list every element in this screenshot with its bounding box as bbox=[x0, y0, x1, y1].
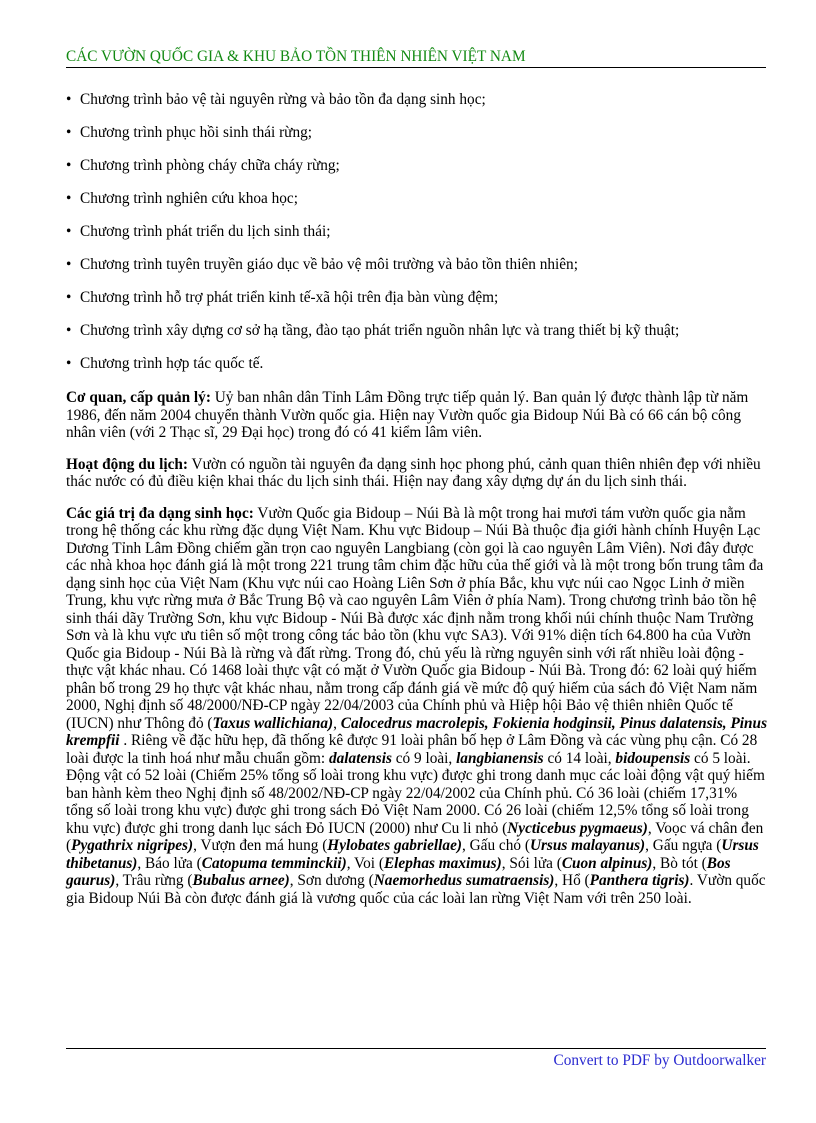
list-item: • Chương trình tuyên truyền giáo dục về bảo vệ môi trường và bảo tồn thiên nhiên; bbox=[66, 256, 578, 273]
list-item: • Chương trình phòng cháy chữa cháy rừng; bbox=[66, 157, 340, 174]
species-name: Bos gaurus) bbox=[66, 854, 731, 889]
page-header: CÁC VƯỜN QUỐC GIA & KHU BẢO TỒN THIÊN NHIÊN VIỆT NAM bbox=[66, 48, 766, 68]
list-item: • Chương trình xây dựng cơ sở hạ tầng, đào tạo phát triển nguồn nhân lực và trang thiết bị kỹ thuật; bbox=[66, 322, 680, 339]
species-name: Catopuma temminckii) bbox=[201, 854, 347, 872]
list-item: • Chương trình hỗ trợ phát triển kinh tế-xã hội trên địa bàn vùng đệm; bbox=[66, 289, 499, 306]
footer-divider bbox=[66, 1048, 766, 1049]
species-name: Calocedrus macrolepis, Fokienia hodginsii, Pinus dalatensis, Pinus krempfii bbox=[66, 714, 768, 749]
species-name: Pygathrix nigripes) bbox=[71, 837, 194, 854]
tourism-paragraph: Hoạt động du lịch: Vườn có nguồn tài nguyên đa dạng sinh học phong phú, cảnh quan thiên nhiên đẹp với nhiều thác nước có đủ điều kiện khai thác du lịch sinh thái. Hiện nay đang xây dựng dự án du lịch sinh thái. bbox=[66, 455, 761, 490]
species-name: Cuon alpinus) bbox=[561, 854, 653, 872]
program-list bbox=[66, 91, 768, 388]
biodiversity-paragraph: Các giá trị đa dạng sinh học: Vườn Quốc gia Bidoup – Núi Bà là một trong hai mươi tám vườn quốc gia nằm trong hệ thống các khu rừng đặc dụng Việt Nam. Khu vực Bidoup – Núi Bà thuộc địa giới hành chính Huyện Lạc Dương Tỉnh Lâm Đồng chiếm gần trọn cao nguyên Langbiang (còn gọi là cao nguyên Lâm Viên). Nơi đây được các nhà khoa học đánh giá là một trong 221 trung tâm chim đặc hữu của thế giới và là một trong bốn trung tâm đa dạng sinh học của Việt Nam (Khu vực núi cao Hoàng Liên Sơn ở phía Bắc, khu vực núi cao Ngọc Linh ở miền Trung, khu vực rừng mưa ở Bắc Trung Bộ và cao nguyên Lâm Viên ở phía Nam). Trong chương trình bảo tồn hệ sinh thái dãy Trường Sơn, khu vực Bidoup - Núi Bà được xác định nằm trong khối núi chính thuộc Nam Trường Sơn và là khu vực ưu tiên số một trong công tác bảo tồn (khu vực SA3). Với 91% diện tích 64.800 ha của Vườn Quốc gia Bidoup - Núi Bà là rừng và đất rừng. Trong đó, chủ yếu là rừng nguyên sinh với rất nhiều loài động - thực vật khác nhau. Có 1468 loài thực vật có mặt ở Vườn Quốc gia Bidoup - Núi Bà. Trong đó: 62 loài quý hiếm phân bố trong 29 họ thực vật khác nhau, nằm trong cấp đánh giá về mức độ quý hiếm của sách đỏ Việt Nam năm 2000, Nghị định số 48/2000/NĐ-CP ngày 22/04/2003 của Chính phủ và Hiệp hội Bảo vệ thiên nhiên Quốc tế (IUCN) như Thông đỏ (Taxus wallichiana), Calocedrus macrolepis, Fokienia hodginsii, Pinus dalatensis, Pinus krempfii . Riêng về đặc hữu hẹp, đã thống kê được 91 loài phân bố hẹp ở Lâm Đồng và các vùng phụ cận. Có 28 loài được la tinh hoá như mẫu chuẩn gồm: dalatensis có 9 loài, langbianensis có 14 loài, bidoupensis có 5 loài. Động vật có 52 loài (Chiếm 25% tổng số loài trong khu vực) được ghi trong danh mục các loài động vật quý hiếm ban hành kèm theo Nghị định số 48/2002/NĐ-CP ngày 22/04/2002 của Chính phủ. Có 36 loài (chiếm 17,31% tổng số loài trong khu vực) được ghi trong sách Đỏ Việt Nam 2000. Có 26 loài (chiếm 12,5% tổng số loài trong khu vực) được ghi trong danh lục sách Đỏ IUCN (2000) như Cu li nhỏ (Nycticebus pygmaeus), Voọc vá chân đen (Pygathrix nigripes), Vượn đen má hung (Hylobates gabriellae), Gấu chó (Ursus malayanus), Gấu ngựa (Ursus thibetanus), Báo lửa (Catopuma temminckii), Voi (Elephas maximus), Sói lửa (Cuon alpinus), Bò tót (Bos gaurus), Trâu rừng (Bubalus arnee), Sơn dương (Naemorhedus sumatraensis), Hổ (Panthera tigris). Vườn quốc gia Bidoup Núi Bà còn được đánh giá là vương quốc của các loài lan rừng Việt Nam với trên 250 loài. bbox=[66, 504, 768, 907]
list-item: • Chương trình hợp tác quốc tế. bbox=[66, 355, 264, 372]
species-name: Elephas maximus) bbox=[383, 854, 502, 872]
species-name: dalatensis bbox=[329, 749, 392, 767]
biodiversity-label: Các giá trị đa dạng sinh học: bbox=[66, 504, 254, 522]
document-body bbox=[66, 91, 768, 921]
list-item: • Chương trình nghiên cứu khoa học; bbox=[66, 190, 298, 207]
species-name: Hylobates gabriellae) bbox=[327, 837, 462, 854]
species-name: bidoupensis bbox=[615, 749, 691, 767]
tourism-label: Hoạt động du lịch: bbox=[66, 455, 188, 473]
footer-credit: Convert to PDF by Outdoorwalker bbox=[553, 1052, 766, 1069]
species-name: langbianensis bbox=[456, 749, 544, 767]
species-name: Taxus wallichiana) bbox=[212, 714, 334, 732]
management-label: Cơ quan, cấp quản lý: bbox=[66, 389, 211, 406]
management-paragraph: Cơ quan, cấp quản lý: Uỷ ban nhân dân Tỉnh Lâm Đồng trực tiếp quản lý. Ban quản lý được thành lập từ năm 1986, đến năm 2004 chuyển thành Vườn quốc gia. Hiện nay Vườn quốc gia Bidoup Núi Bà có 66 cán bộ công nhân viên (với 2 Thạc sĩ, 29 Đại học) trong đó có 41 kiểm lâm viên. bbox=[66, 389, 749, 441]
list-item: • Chương trình phục hồi sinh thái rừng; bbox=[66, 124, 313, 141]
species-name: Naemorhedus sumatraensis) bbox=[373, 872, 555, 889]
species-name: Bubalus arnee) bbox=[192, 872, 290, 889]
list-item: • Chương trình bảo vệ tài nguyên rừng và bảo tồn đa dạng sinh học; bbox=[66, 91, 486, 108]
species-name: Panthera tigris) bbox=[589, 872, 690, 889]
species-name: Ursus malayanus) bbox=[529, 837, 646, 854]
species-name: Nycticebus pygmaeus) bbox=[507, 819, 648, 837]
list-item: • Chương trình phát triển du lịch sinh thái; bbox=[66, 223, 331, 240]
species-name: Ursus thibetanus) bbox=[66, 837, 759, 872]
